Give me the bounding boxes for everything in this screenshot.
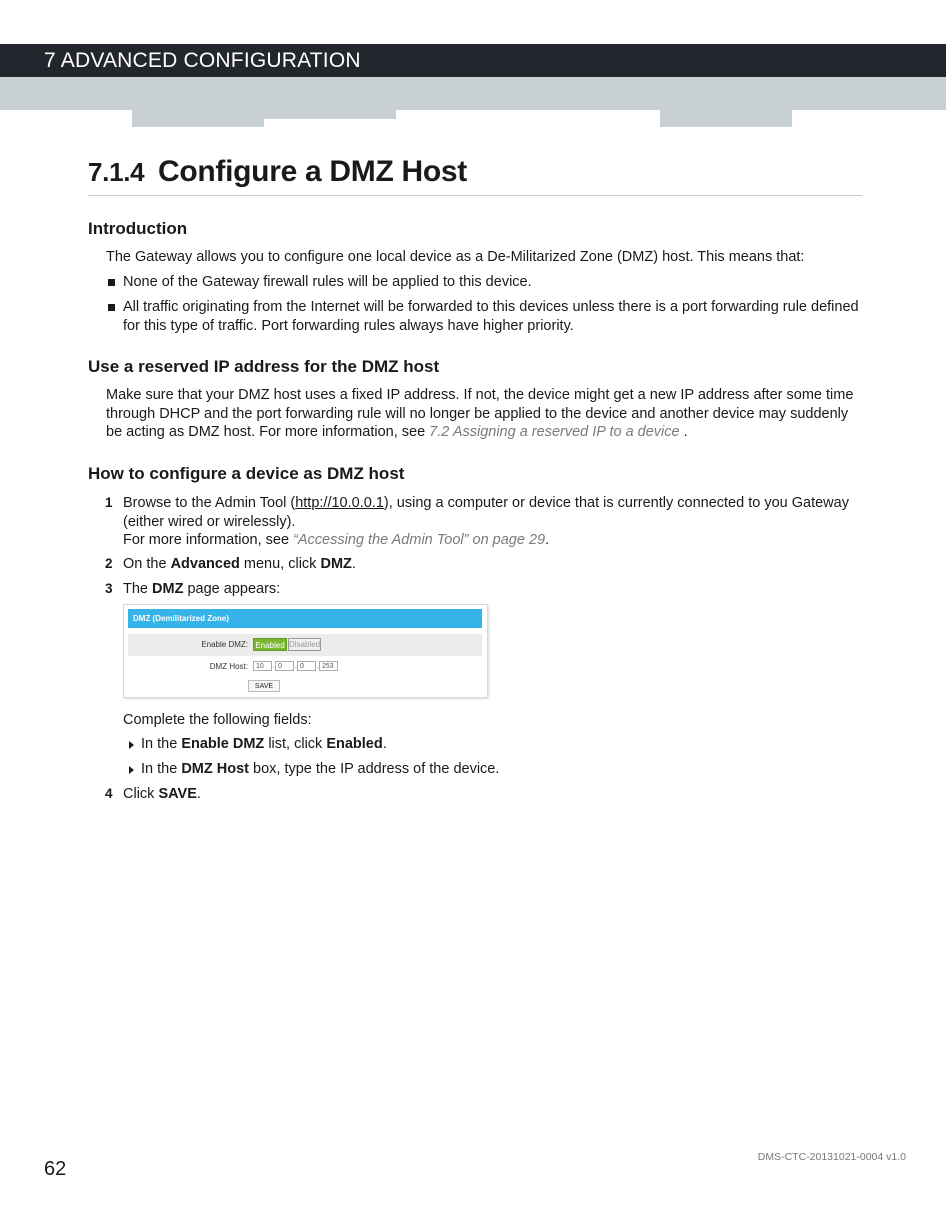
step-3-bold-dmz: DMZ xyxy=(152,581,184,597)
admin-tool-page-link[interactable]: “Accessing the Admin Tool” on page 29 xyxy=(293,532,546,548)
ip-octet-2[interactable]: 0 xyxy=(275,661,294,671)
step-2-bold-dmz: DMZ xyxy=(320,556,352,572)
intro-bullet-1: None of the Gateway firewall rules will be applied to this device. xyxy=(123,274,532,290)
step-number: 3 xyxy=(105,581,113,596)
ip-dot: . xyxy=(295,663,297,670)
step-2-mid: menu, click xyxy=(239,556,321,572)
sub-1-bold-enabled: Enabled xyxy=(326,736,383,752)
header-tab xyxy=(264,110,396,119)
enabled-button[interactable]: Enabled xyxy=(253,638,287,651)
step-2-text xyxy=(123,555,863,574)
reserved-text xyxy=(106,386,866,442)
sub-2-post: box, type the IP address of the device. xyxy=(248,761,500,777)
sub-bullet-arrow xyxy=(129,766,134,774)
howto-heading: How to configure a device as DMZ host xyxy=(88,464,405,483)
step-3-post: page appears: xyxy=(183,581,281,597)
ip-octet-3[interactable]: 0 xyxy=(297,661,316,671)
document-id: DMS-CTC-20131021-0004 v1.0 xyxy=(757,1151,906,1163)
ip-dot: . xyxy=(317,663,319,670)
step-4-text xyxy=(123,785,863,804)
reserved-link[interactable]: 7.2 Assigning a reserved IP to a device xyxy=(429,424,680,440)
sub-step-2 xyxy=(141,760,861,779)
ip-octet-4[interactable]: 253 xyxy=(319,661,338,671)
sub-2-bold-host: DMZ Host xyxy=(181,761,249,777)
ip-octet-1[interactable]: 10 xyxy=(253,661,272,671)
dmz-page-screenshot xyxy=(123,604,488,698)
header-tab xyxy=(660,110,792,127)
admin-url-link[interactable]: http://10.0.0.1 xyxy=(295,495,384,511)
ip-dot: . xyxy=(273,663,275,670)
intro-text: The Gateway allows you to configure one local device as a De-Militarized Zone (DMZ) host. This means that: xyxy=(106,249,805,265)
disabled-button[interactable]: Disabled xyxy=(289,640,321,649)
page-number: 62 xyxy=(44,1158,67,1180)
enable-dmz-label: Enable DMZ: xyxy=(201,640,248,649)
sub-1-bold-enable: Enable DMZ xyxy=(181,736,265,752)
step-4-end: . xyxy=(196,786,201,802)
sub-1-pre: In the xyxy=(141,736,182,752)
header-tab xyxy=(132,110,264,127)
sub-bullet-arrow xyxy=(129,741,134,749)
sub-step-1 xyxy=(141,735,861,754)
step-2-end: . xyxy=(351,556,356,572)
step-3-text xyxy=(123,580,863,599)
bullet-square xyxy=(108,279,115,286)
section-title-text: Configure a DMZ Host xyxy=(158,155,467,188)
step-4-bold-save: SAVE xyxy=(158,786,197,802)
sub-1-end: . xyxy=(382,736,387,752)
step-3-pre: The xyxy=(123,581,153,597)
section-number: 7.1.4 xyxy=(88,157,145,187)
step-1-pre: Browse to the Admin Tool ( xyxy=(123,495,296,511)
reserved-body: Make sure that your DMZ host uses a fixed IP address. If not, the device might get a new IP address after some time through DHCP and the port forwarding rule will no longer be applied to the device and another device may suddenly be acting as DMZ host. For more information, see xyxy=(106,387,854,440)
step-1-more-pre: For more information, see xyxy=(123,532,294,548)
step-1-more-end: . xyxy=(545,532,550,548)
chapter-banner: 7 ADVANCED CONFIGURATION xyxy=(0,44,946,77)
step-2-bold-advanced: Advanced xyxy=(170,556,240,572)
complete-fields-text: Complete the following fields: xyxy=(123,712,312,728)
step-number: 4 xyxy=(105,786,113,801)
intro-heading: Introduction xyxy=(88,219,188,238)
intro-bullet-2: All traffic originating from the Internet will be forwarded to this devices unless there is a port forwarding rule defined for this type of traffic. Port forwarding rules always have higher priority. xyxy=(123,299,859,334)
save-button[interactable]: SAVE xyxy=(248,680,280,692)
reserved-heading: Use a reserved IP address for the DMZ host xyxy=(88,357,440,376)
step-1-post: ), using a computer or device that is currently connected to you Gateway (either wired or wirelessly). xyxy=(123,495,849,530)
enable-dmz-row xyxy=(128,634,482,656)
section-title xyxy=(88,152,862,196)
step-number: 1 xyxy=(105,495,113,510)
sub-1-mid: list, click xyxy=(264,736,327,752)
dmz-panel-title: DMZ (Demilitarized Zone) xyxy=(128,609,482,628)
sub-2-pre: In the xyxy=(141,761,182,777)
step-number: 2 xyxy=(105,556,113,571)
bullet-square xyxy=(108,304,115,311)
reserved-end: . xyxy=(683,424,688,440)
step-1-more xyxy=(123,531,863,550)
header-band xyxy=(0,77,946,110)
dmz-host-label: DMZ Host: xyxy=(209,662,248,671)
step-4-pre: Click xyxy=(123,786,159,802)
step-2-pre: On the xyxy=(123,556,171,572)
step-1-text xyxy=(123,494,863,531)
